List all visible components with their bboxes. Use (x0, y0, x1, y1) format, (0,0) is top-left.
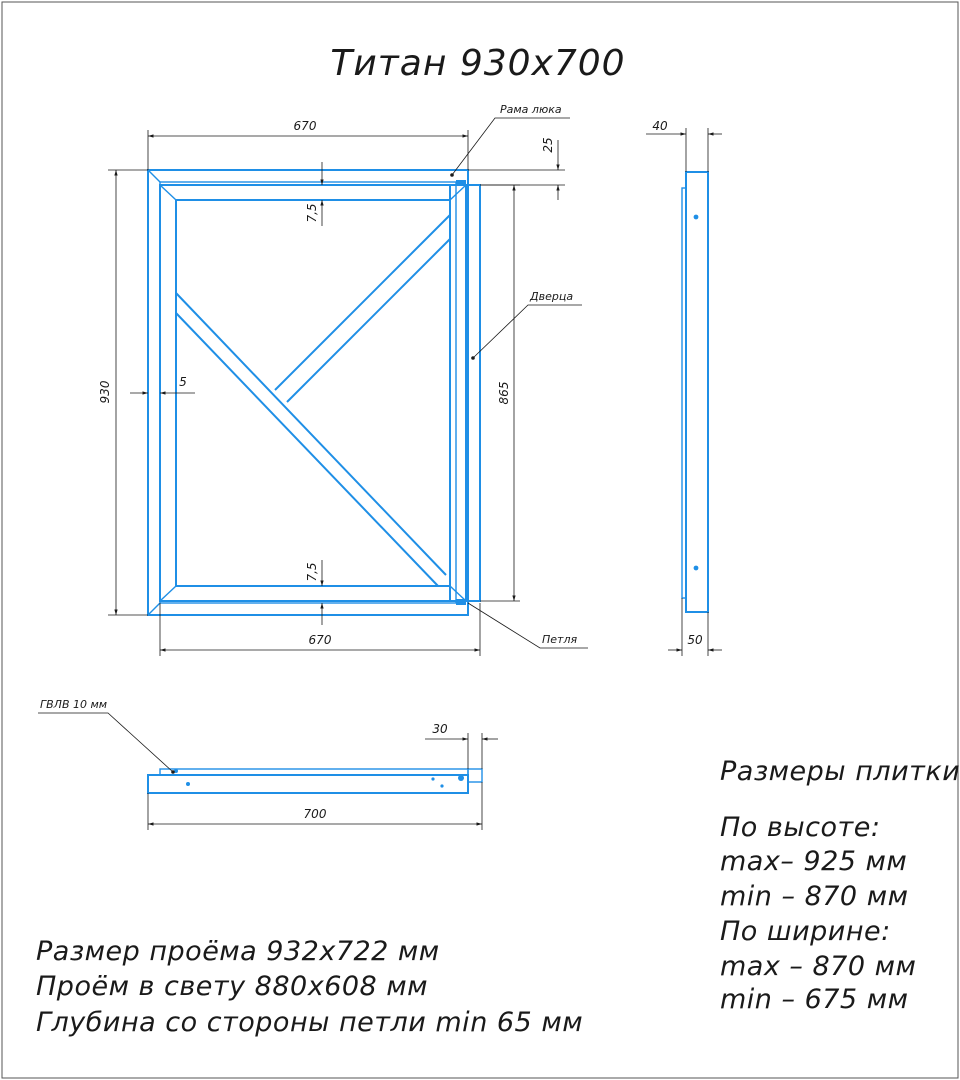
dim-side-top: 40 (652, 119, 668, 133)
dim-gap-bottom: 7,5 (305, 562, 319, 582)
dim-top-width: 670 (293, 119, 317, 133)
hinge-top (456, 180, 466, 186)
hinge-bottom (456, 599, 466, 605)
dim-side-bottom: 50 (687, 633, 703, 647)
dim-door-height: 865 (497, 381, 511, 405)
tile-width-min: min – 675 мм (720, 984, 909, 1015)
door-outer (160, 185, 480, 601)
note-opening: Размер проёма 932х722 мм (36, 936, 440, 967)
side-view (646, 119, 722, 656)
dim-bottom-width: 670 (308, 633, 332, 647)
door-brace-upper (275, 215, 450, 402)
top-view (38, 698, 498, 830)
tile-height-label: По высоте: (720, 812, 881, 843)
door-brace-diagonal (176, 293, 446, 586)
tile-height-max: max– 925 мм (720, 846, 908, 877)
dim-top-offset: 30 (432, 722, 448, 736)
label-hinge: Петля (542, 633, 578, 646)
note-depth: Глубина со стороны петли min 65 мм (36, 1007, 584, 1038)
tile-width-label: По ширине: (720, 916, 891, 947)
dim-height: 930 (98, 380, 112, 404)
tile-sizes-block (720, 756, 960, 1015)
label-board: ГВЛВ 10 мм (40, 698, 108, 711)
note-clear-opening: Проём в свету 880х608 мм (36, 971, 429, 1002)
tile-width-max: max – 870 мм (720, 951, 917, 982)
label-frame: Рама люка (500, 103, 562, 116)
dim-top-width-700: 700 (303, 807, 327, 821)
dim-frame-top: 25 (541, 137, 555, 153)
label-door: Дверца (530, 290, 574, 303)
front-view (98, 103, 588, 656)
door-inner (176, 200, 450, 586)
tile-heading: Размеры плитки (720, 756, 960, 787)
dim-side-gap: 5 (179, 375, 187, 389)
tile-height-min: min – 870 мм (720, 881, 909, 912)
dim-gap-top: 7,5 (305, 203, 319, 223)
drawing-title: Титан 930х700 (330, 43, 626, 84)
notes-block (36, 936, 583, 1038)
